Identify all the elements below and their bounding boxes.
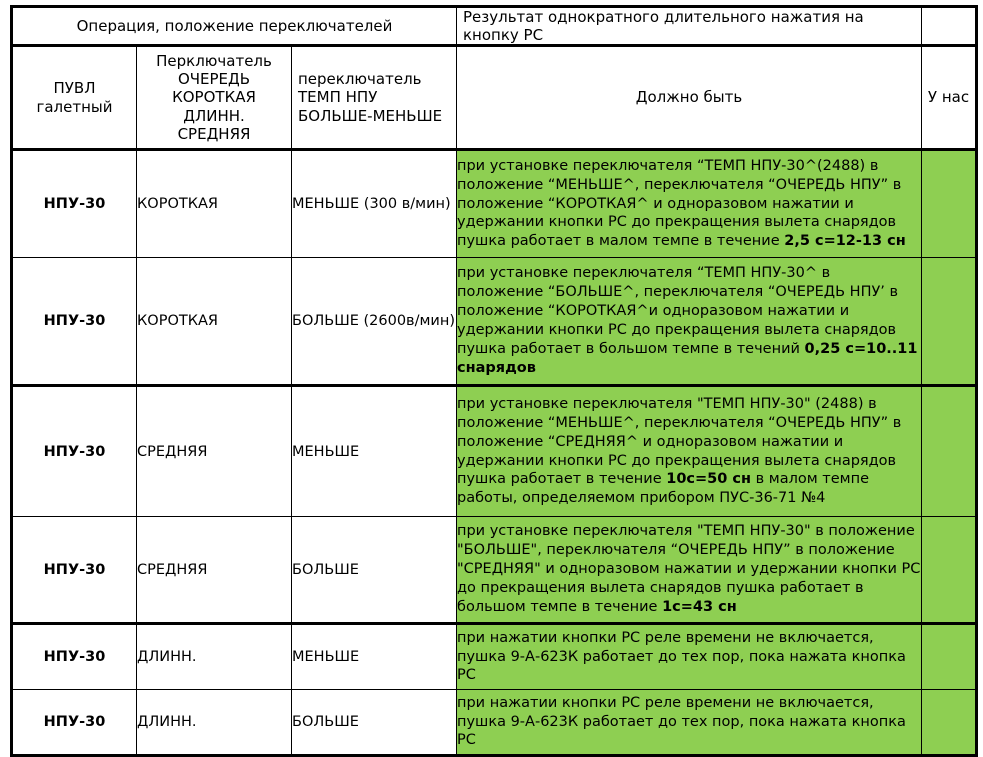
table-row <box>12 690 977 756</box>
expected-value-emphasis: 1с=43 сн <box>662 598 737 615</box>
cell-switch-queue: КОРОТКАЯ <box>137 258 292 386</box>
switch-operation-table <box>10 5 978 757</box>
cell-switch-tempo: МЕНЬШЕ (300 в/мин) <box>292 150 457 258</box>
table-group-header-row <box>12 7 977 46</box>
cell-expected-result <box>457 258 922 386</box>
table-row <box>12 517 977 624</box>
expected-text: при нажатии кнопки РС реле времени не включается, пушка 9-А-623К работает до тех пор, пока нажата кнопка РС <box>457 629 906 684</box>
table-row <box>12 386 977 517</box>
column-header-switch-tempo <box>292 46 457 150</box>
cell-ours <box>922 517 977 624</box>
expected-value-emphasis: 0,25 с=10..11 снарядов <box>457 340 918 376</box>
column-header-switch-queue <box>137 46 292 150</box>
cell-ours <box>922 150 977 258</box>
cell-switch-tempo: МЕНЬШЕ <box>292 624 457 690</box>
cell-switch-queue: СРЕДНЯЯ <box>137 386 292 517</box>
group-header-result: Результат однократного длительного нажатия на кнопку РС <box>457 7 922 46</box>
cell-switch-queue: ДЛИНН. <box>137 624 292 690</box>
expected-text: при установке переключателя "ТЕМП НПУ-30" (2488) в положение “МЕНЬШЕ^, переключателя “ОЧЕРЕДЬ НПУ” в положение “СРЕДНЯЯ^ и одноразовом нажатии и удержании кнопки РС до прекращения вылета снарядов пушка работает в течение <box>457 395 902 488</box>
cell-puvl: НПУ-30 <box>12 150 137 258</box>
column-header-expected: Должно быть <box>457 46 922 150</box>
cell-expected-result <box>457 517 922 624</box>
cell-puvl: НПУ-30 <box>12 690 137 756</box>
column-header-switch-queue-line-3: КОРОТКАЯ <box>172 88 256 107</box>
table-row <box>12 150 977 258</box>
cell-expected-result <box>457 150 922 258</box>
column-header-switch-tempo-line-2: ТЕМП НПУ <box>298 88 378 107</box>
cell-ours <box>922 690 977 756</box>
cell-expected-result <box>457 690 922 756</box>
cell-switch-queue: КОРОТКАЯ <box>137 150 292 258</box>
cell-ours <box>922 386 977 517</box>
cell-switch-queue: ДЛИНН. <box>137 690 292 756</box>
cell-puvl: НПУ-30 <box>12 386 137 517</box>
column-header-puvl <box>12 46 137 150</box>
expected-text: при установке переключателя "ТЕМП НПУ-30" в положение "БОЛЬШЕ", переключателя “ОЧЕРЕДЬ НПУ” в положение "СРЕДНЯЯ" и одноразовом нажатии и удержании кнопки РС до прекращения вылета снарядов пушка работает в большом темпе в течение <box>457 523 921 615</box>
cell-switch-queue: СРЕДНЯЯ <box>137 517 292 624</box>
column-header-switch-queue-line-4: ДЛИНН. <box>183 106 245 125</box>
column-header-switch-tempo-line-1: переключатель <box>298 70 422 89</box>
cell-puvl: НПУ-30 <box>12 517 137 624</box>
group-header-operation: Операция, положение переключателей <box>12 7 457 46</box>
cell-puvl: НПУ-30 <box>12 624 137 690</box>
column-header-switch-queue-line-5: СРЕДНЯЯ <box>177 124 251 143</box>
cell-ours <box>922 624 977 690</box>
group-header-blank <box>922 7 977 46</box>
expected-text: при нажатии кнопки РС реле времени не включается, пушка 9-А-623К работает до тех пор, пока нажата кнопка РС <box>457 694 906 749</box>
table-row <box>12 258 977 386</box>
column-header-ours: У нас <box>922 46 977 150</box>
cell-expected-result <box>457 386 922 517</box>
cell-ours <box>922 258 977 386</box>
cell-expected-result <box>457 624 922 690</box>
cell-switch-tempo: БОЛЬШЕ (2600в/мин) <box>292 258 457 386</box>
expected-value-emphasis: 2,5 с=12-13 сн <box>784 233 906 250</box>
expected-text: при установке переключателя “ТЕМП НПУ-30^ в положение “БОЛЬШЕ^, переключателя “ОЧЕРЕДЬ НПУ’ в положение “КОРОТКАЯ^и одноразовом нажатии и удержании кнопки РС до прекращения вылета снарядов пушка работает в большом темпе в течений <box>457 265 899 357</box>
cell-puvl: НПУ-30 <box>12 258 137 386</box>
cell-switch-tempo: БОЛЬШЕ <box>292 690 457 756</box>
column-header-puvl-line-2: галетный <box>36 97 113 116</box>
expected-text: при установке переключателя “ТЕМП НПУ-30^(2488) в положение “МЕНЬШЕ^, переключателя “ОЧЕРЕДЬ НПУ” в положение “КОРОТКАЯ^ и одноразовом нажатии и удержании кнопки РС до прекращения вылета снарядов пушка работает в малом темпе в течение <box>457 157 902 250</box>
column-header-switch-queue-line-2: ОЧЕРЕДЬ <box>177 70 251 89</box>
cell-switch-tempo: БОЛЬШЕ <box>292 517 457 624</box>
expected-value-emphasis: 10с=50 сн <box>666 471 752 488</box>
expected-text-tail: в малом темпе работы, определяемом прибором ПУС-36-71 №4 <box>457 471 869 507</box>
column-header-switch-tempo-line-3: БОЛЬШЕ-МЕНЬШЕ <box>298 106 443 125</box>
table-row <box>12 624 977 690</box>
column-header-switch-queue-line-1: Перключатель <box>156 51 272 70</box>
table-column-header-row <box>12 46 977 150</box>
cell-switch-tempo: МЕНЬШЕ <box>292 386 457 517</box>
column-header-puvl-line-1: ПУВЛ <box>53 79 96 98</box>
